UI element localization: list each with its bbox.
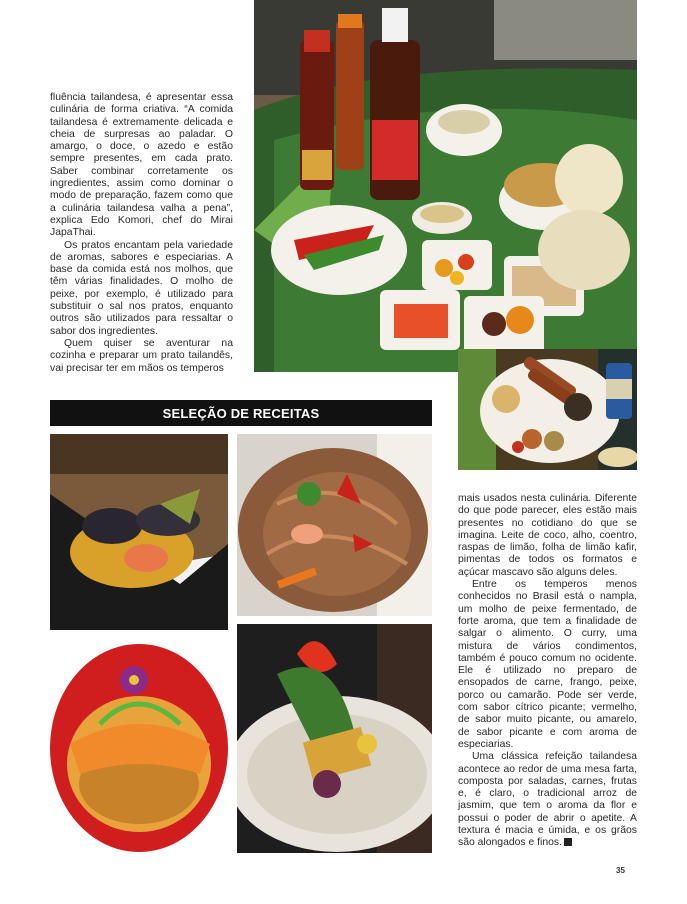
paragraph: Os pratos encantam pela variedade de aromas, sabores e especiarias. A base da comida está nos molhos, que têm várias finalidades. O molho de peixe, por exemplo, é utilizado para substituir o sal nos pratos, enquanto outros são utilizados para ressaltar o sabor dos ingredientes.: [50, 239, 233, 337]
photo-recipe-pad-thai: [237, 434, 432, 616]
article-column-left: [50, 92, 233, 375]
paragraph: Entre os temperos menos conhecidos no Brasil está o nampla, um molho de peixe fermentado, de forte aroma, que tem a finalidade de salgar o alimento. O curry, uma mistura de vários condimentos, também é pouco comum no ocidente. Ele é utilizado no preparo de ensopados de carne, frango, peixe, porco ou camarão. Pode ser verde, com sabor cítrico picante; vermelho, de sabor muito picante, ou amarelo, de sabor picante e com aroma de especiarias.: [458, 579, 637, 750]
photo-ingredients: [254, 0, 637, 372]
photo-spices: [458, 349, 637, 470]
paragraph: Quem quiser se aventurar na cozinha e preparar um prato tailandês, vai precisar ter em mãos os temperos: [50, 337, 233, 374]
paragraph: fluência tailandesa, é apresentar essa culinária de forma criativa. “A comida tailandesa é extremamente delicada e cheia de surpresas ao paladar. O amargo, o doce, o azedo e estão sempre presentes, em cada prato. Saber combinar corretamente os ingredientes, assim como dominar o modo de preparação, fazem como que a culinária tailandesa valha a pena”, explica Edo Komori, chef do Mirai JapaThai.: [50, 92, 233, 239]
paragraph-final-text: Uma clássica refeição tailandesa acontece ao redor de uma mesa farta, composta por saladas, carnes, frutas e, é claro, o tradicional arroz de jasmim, que tem o aroma da flor e possui o poder de abrir o apetite. A textura é macia e úmida, e os grãos são alongados e finos.: [458, 751, 637, 849]
page-number: 35: [616, 866, 625, 875]
end-of-article-icon: [564, 838, 572, 846]
photo-recipe-soup: [237, 624, 432, 853]
photo-recipe-curry-bowl: [50, 644, 228, 853]
paragraph-final: [458, 751, 637, 849]
section-banner: SELEÇÃO DE RECEITAS: [50, 400, 432, 426]
article-column-right: [458, 493, 637, 850]
photo-recipe-seafood-pineapple: [50, 434, 228, 630]
paragraph: mais usados nesta culinária. Diferente do que pode parecer, eles estão mais presentes no cotidiano do que se imagina. Leite de coco, alho, coentro, raspas de limão, folha de limão kafir, pimentas de todos os formatos e açúcar mascavo são alguns deles.: [458, 493, 637, 578]
